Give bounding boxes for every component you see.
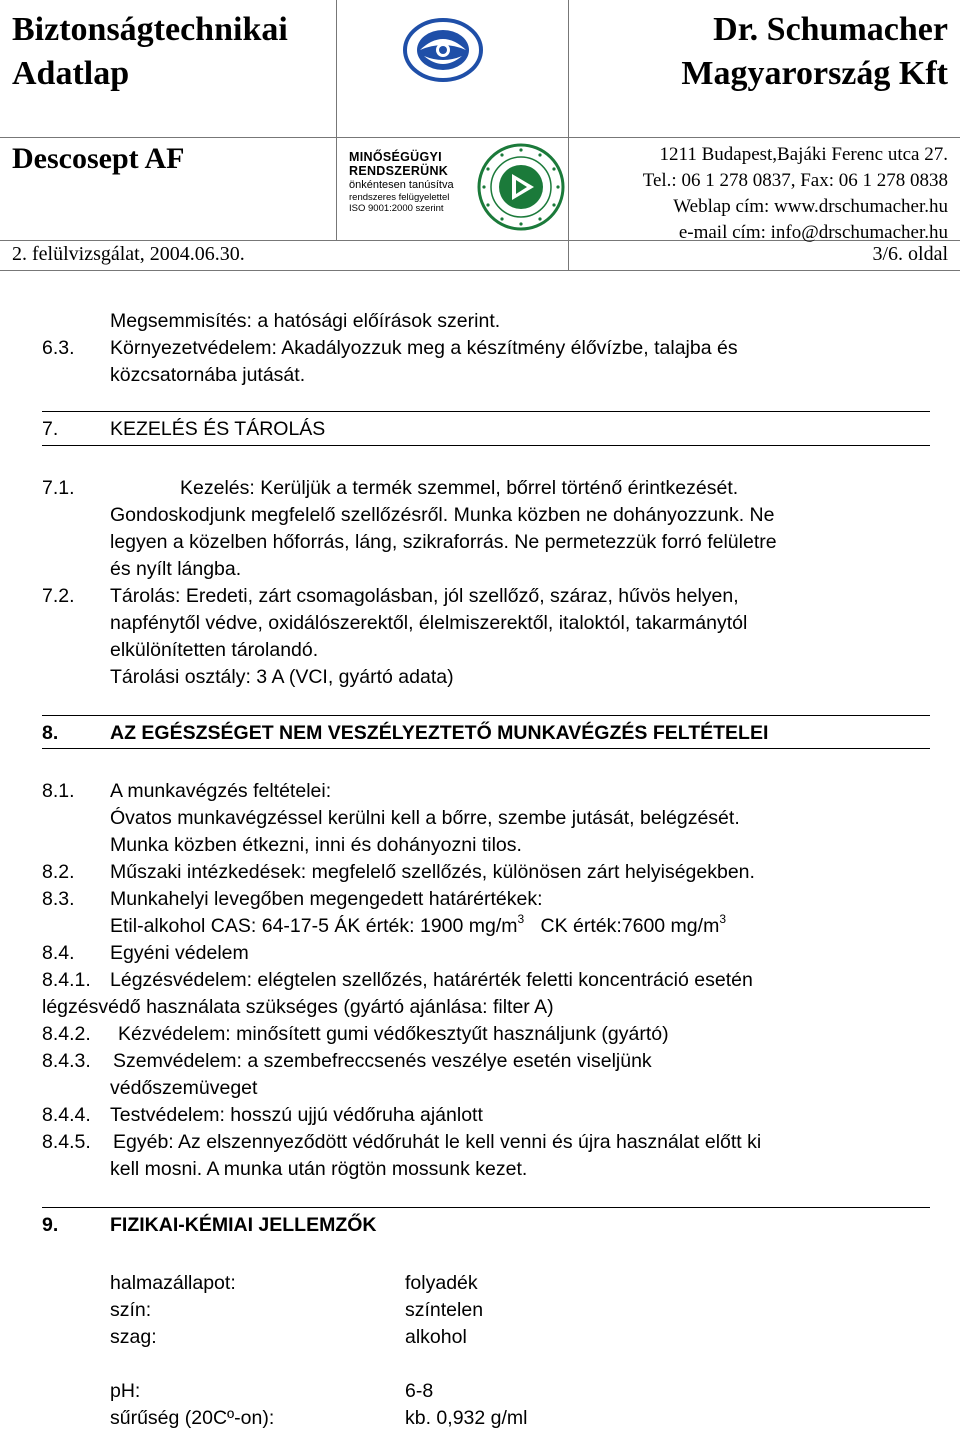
text-line: Egyéni védelem: [110, 942, 249, 964]
superscript: 3: [517, 911, 525, 926]
item-number: 7.2.: [42, 585, 75, 607]
item-number: 8.4.2.: [42, 1023, 91, 1045]
text-line: Tárolási osztály: 3 A (VCI, gyártó adata): [110, 666, 454, 688]
text-line: napfénytől védve, oxidálószerektől, élelmiszerektől, italoktól, takarmánytól: [110, 612, 748, 634]
text-line: Kezelés: Kerüljük a termék szemmel, bőrrel történő érintkezését.: [180, 477, 739, 499]
title-line-1: Biztonságtechnikai: [12, 11, 288, 48]
section-rule: [42, 748, 930, 749]
quality-line-2: RENDSZERÜNK: [349, 164, 449, 178]
text-line: védőszemüveget: [110, 1077, 258, 1099]
company-logo-icon: [398, 10, 488, 90]
quality-line-4: rendszeres felügyelettel: [349, 192, 450, 203]
property-value: kb. 0,932 g/ml: [405, 1407, 528, 1429]
property-label: pH:: [110, 1380, 141, 1402]
company-phone: Tel.: 06 1 278 0837, Fax: 06 1 278 0838: [642, 170, 948, 191]
item-number: 8.4.: [42, 942, 75, 964]
revision-date: 2. felülvizsgálat, 2004.06.30.: [12, 243, 245, 265]
text-line: és nyílt lángba.: [110, 558, 242, 580]
item-number: 7.1.: [42, 477, 75, 499]
property-value: folyadék: [405, 1272, 478, 1294]
property-label: sűrűség (20Cº-on):: [110, 1407, 275, 1429]
property-value: alkohol: [405, 1326, 467, 1348]
text-line: Egyéb: Az elszennyeződött védőruhát le kell venni és újra használat előtt ki: [113, 1131, 762, 1153]
text-line: kell mosni. A munka után rögtön mossunk kezet.: [110, 1158, 528, 1180]
company-line-1: Dr. Schumacher: [713, 11, 948, 48]
document-header: [0, 0, 960, 272]
property-label: szín:: [110, 1299, 152, 1321]
header-column-divider: [568, 0, 569, 270]
title-line-2: Adatlap: [12, 55, 130, 92]
document-title: [12, 8, 288, 96]
company-contact: [643, 142, 948, 246]
iso-certification-seal-icon: [476, 142, 566, 232]
item-number: 8.1.: [42, 780, 75, 802]
text-line: Szemvédelem: a szembefreccsenés veszélye esetén viseljünk: [113, 1050, 652, 1072]
text-line: Munka közben étkezni, inni és dohányozni tilos.: [110, 834, 522, 856]
section-heading: AZ EGÉSZSÉGET NEM VESZÉLYEZTETŐ MUNKAVÉGZÉS FELTÉTELEI: [110, 722, 769, 744]
property-value: 6-8: [405, 1380, 434, 1402]
section-number: 9.: [42, 1214, 59, 1236]
product-name: Descosept AF: [12, 142, 185, 175]
ak-limit: Etil-alkohol CAS: 64-17-5 ÁK érték: 1900 mg/m: [110, 915, 518, 937]
company-line-2: Magyarország Kft: [681, 55, 948, 92]
superscript: 3: [719, 911, 726, 926]
quality-line-1: MINŐSÉGÜGYI: [349, 150, 442, 164]
property-label: szag:: [110, 1326, 157, 1348]
text-line: Műszaki intézkedések: megfelelő szellőzés, különösen zárt helyiségekben.: [110, 861, 755, 883]
section-rule: [42, 411, 930, 412]
header-column-divider: [336, 0, 337, 240]
text-line: Tárolás: Eredeti, zárt csomagolásban, jól szellőző, száraz, hűvös helyen,: [110, 585, 739, 607]
text-line: Gondoskodjunk megfelelő szellőzésről. Munka közben ne dohányozzunk. Ne: [110, 504, 775, 526]
quality-line-5: ISO 9001:2000 szerint: [349, 203, 444, 214]
item-number: 8.4.4.: [42, 1104, 91, 1126]
text-line: közcsatornába jutását.: [110, 364, 306, 386]
text-line: Légzésvédelem: elégtelen szellőzés, határérték feletti koncentráció esetén: [110, 969, 753, 991]
property-value: színtelen: [405, 1299, 484, 1321]
item-number: 8.4.1.: [42, 969, 91, 991]
section-number: 8.: [42, 722, 59, 744]
text-line: legyen a közelben hőforrás, láng, szikraforrás. Ne permetezzük forró felületre: [110, 531, 777, 553]
section-heading: KEZELÉS ÉS TÁROLÁS: [110, 418, 326, 440]
company-email[interactable]: e-mail cím: info@drschumacher.hu: [678, 222, 948, 243]
page-number: 3/6. oldal: [872, 243, 948, 265]
exposure-limits-line: [110, 913, 726, 939]
section-rule: [42, 715, 930, 716]
company-name: [681, 8, 948, 96]
section-rule: [42, 445, 930, 446]
text-line: elkülönítetten tárolandó.: [110, 639, 319, 661]
item-number: 8.2.: [42, 861, 75, 883]
text-line: Környezetvédelem: Akadályozzuk meg a készítmény élővízbe, talajba és: [110, 337, 738, 359]
text-line: A munkavégzés feltételei:: [110, 780, 332, 802]
section-heading: FIZIKAI-KÉMIAI JELLEMZŐK: [110, 1214, 377, 1236]
item-number: 6.3.: [42, 337, 75, 359]
quality-badge: [349, 150, 454, 214]
section-number: 7.: [42, 418, 59, 440]
header-divider-top: [0, 137, 960, 138]
text-line: Kézvédelem: minősített gumi védőkesztyűt használjunk (gyártó): [118, 1023, 669, 1045]
item-number: 8.4.3.: [42, 1050, 91, 1072]
text-line: Munkahelyi levegőben megengedett határértékek:: [110, 888, 543, 910]
text-line: Testvédelem: hosszú ujjú védőruha ajánlott: [110, 1104, 483, 1126]
ck-limit: CK érték:7600 mg/m: [540, 915, 720, 937]
text-line: Megsemmisítés: a hatósági előírások szerint.: [110, 310, 501, 332]
item-number: 8.4.5.: [42, 1131, 91, 1153]
company-website[interactable]: Weblap cím: www.drschumacher.hu: [673, 196, 948, 217]
text-line: légzésvédő használata szükséges (gyártó ajánlása: filter A): [42, 996, 554, 1018]
company-address: 1211 Budapest,Bajáki Ferenc utca 27.: [659, 144, 948, 165]
item-number: 8.3.: [42, 888, 75, 910]
section-rule: [42, 1207, 930, 1208]
quality-line-3: önkéntesen tanúsítva: [349, 179, 454, 191]
header-divider-bottom: [0, 270, 960, 271]
property-label: halmazállapot:: [110, 1272, 236, 1294]
text-line: Óvatos munkavégzéssel kerülni kell a bőrre, szembe jutását, belégzését.: [110, 807, 740, 829]
